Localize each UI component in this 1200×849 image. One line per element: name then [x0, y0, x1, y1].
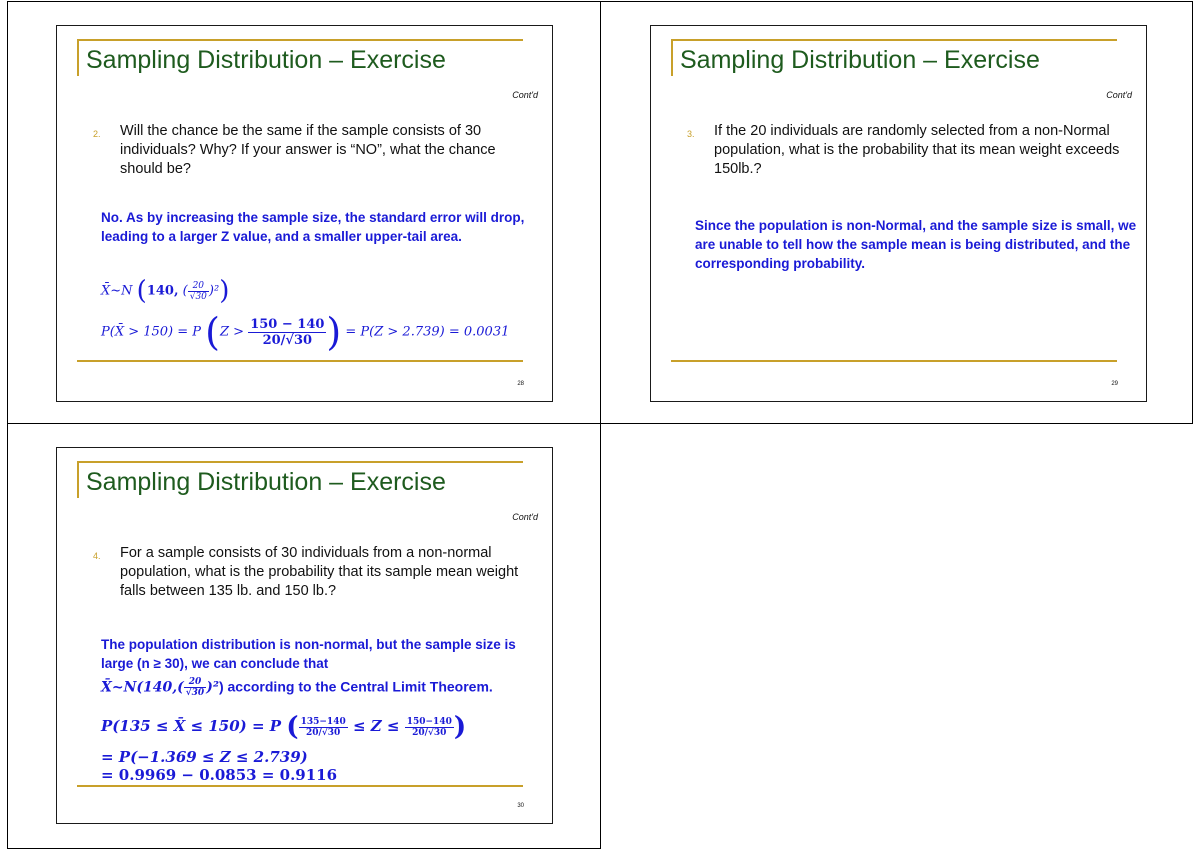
question-number: 4.	[93, 551, 101, 561]
title-bar	[671, 39, 673, 76]
probability-result: = 0.9969 − 0.0853 = 0.9116	[101, 766, 338, 784]
title-rule	[671, 39, 1117, 41]
page-number: 30	[517, 803, 524, 809]
question-text: For a sample consists of 30 individuals from a non-normal population, what is the probability that its sample mean weight falls between 135 lb. and 150 lb.?	[120, 545, 519, 599]
question-text: If the 20 individuals are randomly selected from a non-Normal population, what is the probability that its mean weight exceeds 150lb.?	[714, 123, 1120, 177]
answer-text: The population distribution is non-normal, but the sample size is large (n ≥ 30), we can conclude that	[101, 637, 516, 671]
slide-28	[56, 25, 553, 402]
slide-30	[56, 447, 553, 824]
page-number: 28	[517, 381, 524, 387]
contd-label: Cont'd	[512, 90, 538, 100]
contd-label: Cont'd	[1106, 90, 1132, 100]
title-bar	[77, 39, 79, 76]
footer-rule	[671, 360, 1117, 362]
answer-text: No. As by increasing the sample size, the standard error will drop, leading to a larger Z value, and a smaller upper-tail area.	[101, 210, 525, 244]
question-text: Will the chance be the same if the sample consists of 30 individuals? Why? If your answer is “NO”, what the chance should be?	[120, 123, 496, 177]
slide-29	[650, 25, 1147, 402]
slide-title: Sampling Distribution – Exercise	[86, 468, 446, 496]
slide-cell-29	[600, 1, 1193, 424]
clt-statement: X̄~N(140,( $\frac{20}{√30}$ )²) according to the Central Limit Theorem.	[101, 677, 493, 698]
probability-formula: P(X̄ > 150) = P (Z > $\frac{150 - 140}{20/√30}$ ) = P(Z > 2.739) = 0.0031	[101, 310, 510, 354]
title-rule	[77, 39, 523, 41]
probability-formula: P(135 ≤ X̄ ≤ 150) = P ( $\frac{135-140}{20/√30}$ ≤ Z ≤ $\frac{150-140}{20/√30}$ )	[101, 712, 467, 742]
question-number: 3.	[687, 129, 695, 139]
footer-rule	[77, 360, 523, 362]
question-number: 2.	[93, 129, 101, 139]
probability-step: = P(−1.369 ≤ Z ≤ 2.739)	[101, 748, 308, 766]
slide-cell-28	[7, 1, 601, 424]
distribution-formula: X̄~N (140, ( $\frac{20}{√30}$ )²)	[101, 276, 230, 306]
footer-rule	[77, 785, 523, 787]
title-bar	[77, 461, 79, 498]
answer-text: Since the population is non-Normal, and the sample size is small, we are unable to tell how the sample mean is being distributed, and the corresponding probability.	[695, 218, 1137, 271]
slide-cell-30	[7, 423, 601, 849]
page-number: 29	[1111, 381, 1118, 387]
slide-title: Sampling Distribution – Exercise	[680, 46, 1040, 74]
title-rule	[77, 461, 523, 463]
contd-label: Cont'd	[512, 512, 538, 522]
slide-title: Sampling Distribution – Exercise	[86, 46, 446, 74]
